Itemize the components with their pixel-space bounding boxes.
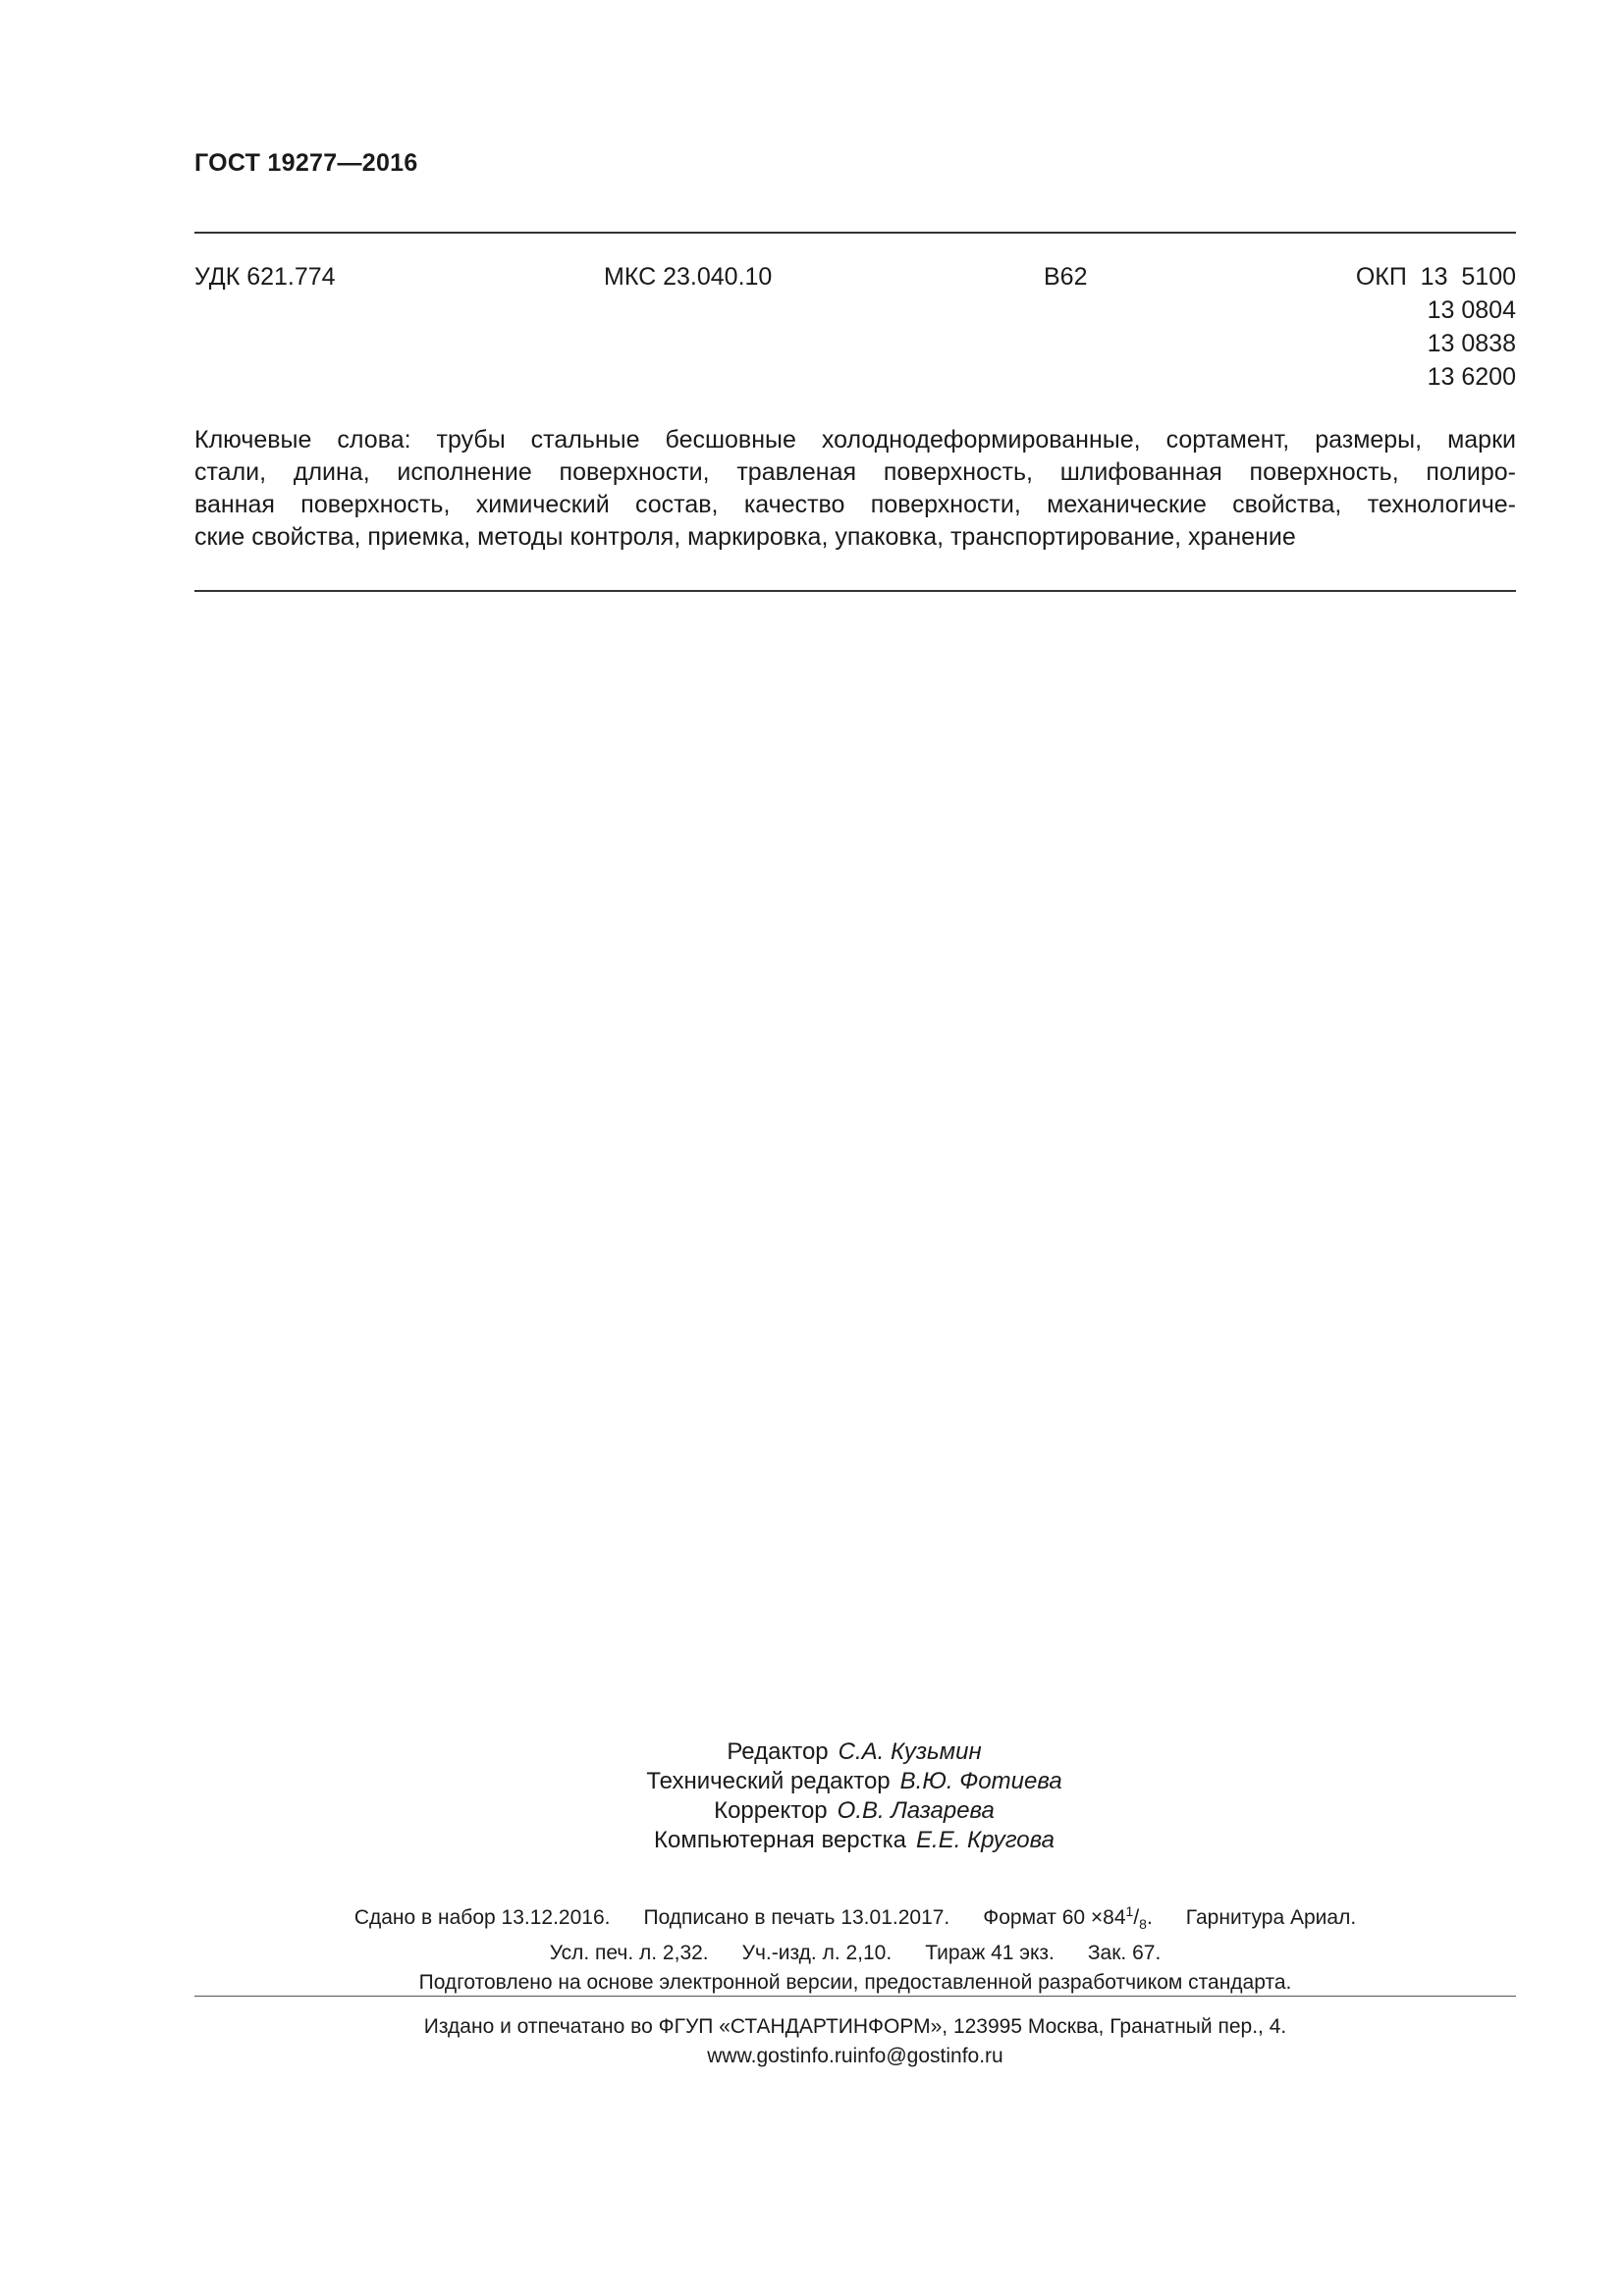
- top-divider: [194, 232, 1516, 234]
- group-code: В62: [1044, 263, 1088, 291]
- keywords-paragraph: [194, 424, 1516, 554]
- paper-format: Формат $60 \times 84^1/_8$.: [983, 1903, 1153, 1933]
- credit-line: [550, 1767, 1159, 1796]
- publisher-divider: [194, 1996, 1516, 1997]
- order-number: Зак. 67.: [1087, 1942, 1162, 1965]
- keywords-divider: [194, 590, 1516, 592]
- standard-title: ГОСТ 19277—2016: [194, 149, 418, 177]
- credit-role: Редактор: [727, 1738, 829, 1765]
- credits-block: [550, 1737, 1159, 1855]
- credit-line: [550, 1826, 1159, 1855]
- mks-code: МКС 23.040.10: [604, 263, 773, 291]
- publishing-sheets: Уч.-изд. л. 2,10.: [741, 1942, 893, 1965]
- okp-codes: [1356, 260, 1516, 394]
- okp-line: 13 0804: [1427, 296, 1516, 324]
- publisher-contacts: [194, 2042, 1516, 2071]
- credit-name: С.А. Кузьмин: [838, 1738, 982, 1765]
- credit-name: В.Ю. Фотиева: [899, 1768, 1062, 1794]
- credit-role: Корректор: [714, 1797, 828, 1824]
- imprint-line-1: [194, 1896, 1516, 1939]
- sent-to-typesetting: Сдано в набор 13.12.2016.: [353, 1906, 611, 1929]
- website-link[interactable]: www.gostinfo.ru: [707, 2045, 853, 2067]
- udk-code: УДК 621.774: [194, 263, 336, 291]
- keywords-line: стали, длина, исполнение поверхности, травленая поверхность, шлифованная поверхность, полиро-: [194, 458, 1516, 486]
- imprint-block: [194, 1896, 1516, 1998]
- okp-line: ОКП 13 5100: [1355, 263, 1516, 291]
- email-link[interactable]: info@gostinfo.ru: [852, 2045, 1003, 2067]
- imprint-line-2: [194, 1939, 1516, 1968]
- keywords-line: ванная поверхность, химический состав, качество поверхности, механические свойства, технологиче-: [194, 491, 1516, 518]
- credit-line: [550, 1737, 1159, 1767]
- credit-line: [550, 1796, 1159, 1826]
- okp-line: 13 0838: [1427, 330, 1516, 357]
- credit-name: Е.Е. Кругова: [916, 1827, 1055, 1853]
- publisher-line: Издано и отпечатано во ФГУП «СТАНДАРТИНФОРМ», 123995 Москва, Гранатный пер., 4.: [423, 2015, 1287, 2038]
- printed-sheets: Усл. печ. л. 2,32.: [549, 1942, 709, 1965]
- imprint-note: Подготовлено на основе электронной версии, предоставленной разработчиком стандарта.: [418, 1971, 1292, 1995]
- credit-role: Компьютерная верстка: [653, 1827, 907, 1853]
- keywords-line: ские свойства, приемка, методы контроля, маркировка, упаковка, транспортирование, хранение: [194, 523, 1296, 551]
- signed-for-print: Подписано в печать 13.01.2017.: [643, 1906, 950, 1929]
- credit-role: Технический редактор: [646, 1768, 891, 1794]
- typeface: Гарнитура Ариал.: [1185, 1906, 1357, 1929]
- print-run: Тираж 41 экз.: [925, 1942, 1055, 1965]
- credit-name: О.В. Лазарева: [837, 1797, 995, 1824]
- keywords-line: Ключевые слова: трубы стальные бесшовные холоднодеформированные, сортамент, размеры, марки: [194, 426, 1516, 454]
- publisher-block: [194, 2012, 1516, 2071]
- okp-line: 13 6200: [1427, 363, 1516, 391]
